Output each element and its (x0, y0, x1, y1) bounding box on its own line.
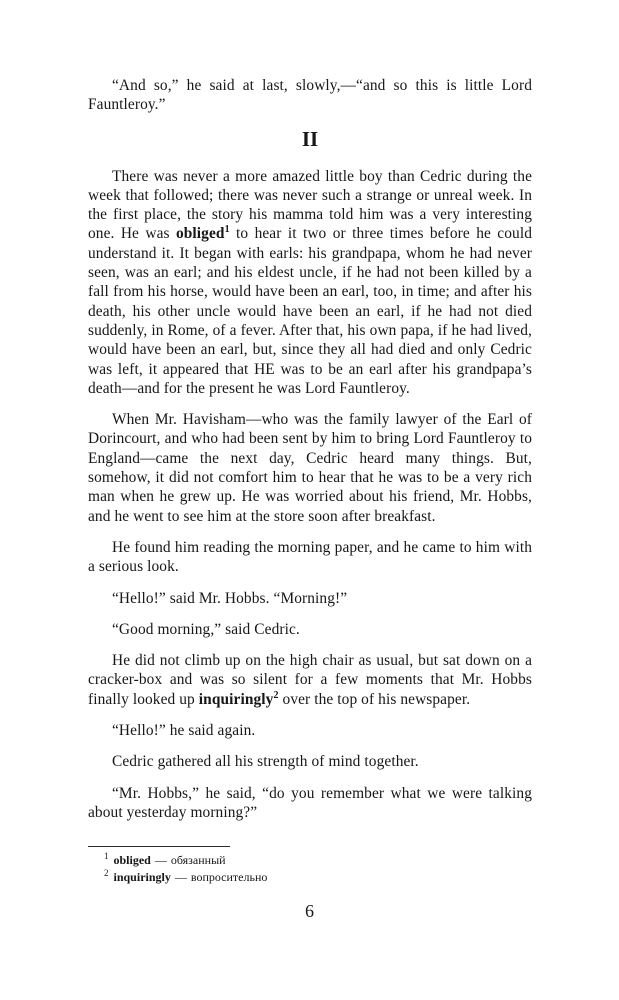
footnote (88, 852, 532, 869)
paragraph-text: “Good morning,” said Cedric. (112, 620, 300, 638)
paragraph (88, 538, 532, 577)
paragraph (88, 784, 532, 823)
paragraph (88, 167, 532, 399)
paragraph-text: to hear it two or three times before he could understand it. It began with earls: his grandpapa, whom he had never seen, was an earl; and his eldest uncle, if he had not been killed by a fall from his horse, would have been an earl, too, in time; and after his death, his other uncle would have been an earl, if he had not died suddenly, in Rome, of a fever. After that, his own papa, if he had lived, would have been an earl, but, since they all had died and only Cedric was left, it appeared that HE was to be an earl after his grandpapa’s death—and for the present he was Lord Fauntleroy. (88, 225, 532, 397)
footnote-divider (88, 846, 230, 847)
paragraph-text: “And so,” he said at last, slowly,—“and so this is little Lord Fauntleroy.” (88, 77, 532, 114)
footnote-number: 1 (104, 851, 109, 861)
paragraph-text: Cedric gathered all his strength of mind together. (112, 753, 419, 771)
footnote-marker: 1 (224, 224, 230, 236)
paragraph-text: There was never a more amazed little boy than Cedric during the week that followed; there was never such a strange or unreal week. In the first place, the story his mamma told him was a very interesting one. He was (88, 167, 532, 243)
footnote-separator: — (154, 853, 167, 867)
paragraph-text: over the top of his newspaper. (278, 690, 471, 708)
paragraph (88, 721, 532, 740)
paragraph (88, 589, 532, 608)
paragraph (88, 76, 532, 115)
text-block (88, 76, 532, 834)
paragraph-text: He found him reading the morning paper, and he came to him with a serious look. (88, 538, 532, 576)
paragraph-text: “Mr. Hobbs,” he said, “do you remember what we were talking about yesterday morning?” (88, 784, 532, 821)
paragraph-text: “Hello!” said Mr. Hobbs. “Morning!” (112, 589, 348, 607)
footnote-translation: обязанный (170, 853, 226, 867)
paragraph (88, 752, 532, 771)
vocab-term: obliged (175, 225, 225, 243)
paragraph-text: “Hello!” he said again. (112, 722, 256, 740)
footnote-marker: 2 (273, 689, 279, 701)
footnote-term: obliged (113, 853, 151, 867)
paragraph (88, 620, 532, 639)
paragraph (88, 651, 532, 709)
footnote-separator: — (174, 870, 187, 884)
footnote-term: inquiringly (113, 870, 171, 884)
page-number: 6 (305, 901, 314, 921)
footnotes (88, 846, 532, 886)
footnote-translation: вопросительно (190, 870, 268, 884)
paragraph-text: He did not climb up on the high chair as usual, but sat down on a cracker-box and was so silent for a few moments that Mr. Hobbs finally looked up (88, 652, 532, 708)
paragraph (88, 410, 532, 526)
chapter-heading: II (301, 126, 319, 151)
paragraph-text: When Mr. Havisham—who was the family lawyer of the Earl of Dorincourt, and who had been sent by him to bring Lord Fauntleroy to England—came the next day, Cedric heard many things. But, somehow, it did not comfort him to hear that he was to be a very rich man when he grew up. He was worried about his friend, Mr. Hobbs, and he went to see him at the store soon after breakfast. (88, 411, 532, 525)
footnote (88, 869, 532, 886)
footnote-number: 2 (104, 868, 109, 878)
vocab-term: inquiringly (198, 690, 274, 708)
